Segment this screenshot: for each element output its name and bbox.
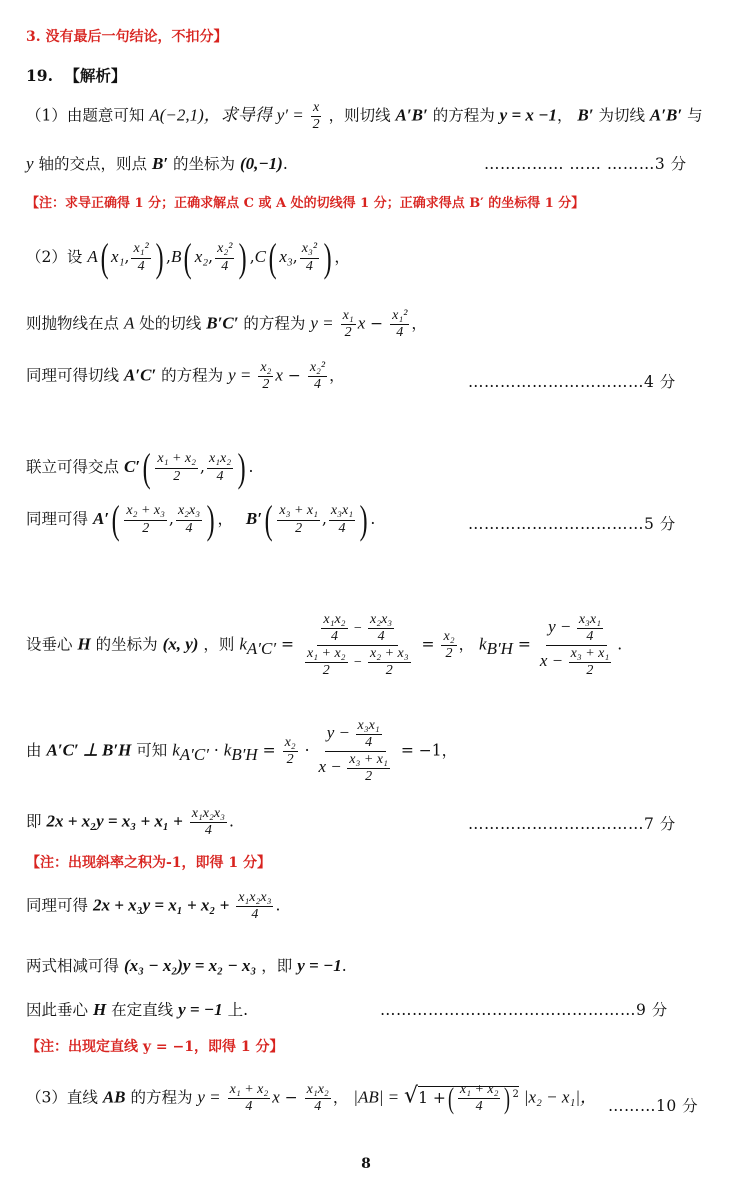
text: 的方程为 xyxy=(243,314,306,333)
equation: y = −1 xyxy=(297,956,342,975)
fraction-x1-2: $\frac{\text{x₁}}{2}$ xyxy=(342,308,354,341)
fraction-x2-2: $\frac{\text{x₂}}{2}$ xyxy=(284,735,296,768)
period: . xyxy=(341,957,347,975)
comma: ， xyxy=(329,366,345,385)
score-9: …………………………………………9 分 xyxy=(380,1001,668,1019)
text: 联立可得交点 xyxy=(26,458,120,476)
abs-diff: |x₂ − x₁|， xyxy=(523,1087,598,1107)
score-5: ……………………………5 分 xyxy=(468,515,676,533)
x2: x₂ xyxy=(194,247,209,266)
text: （2）设 xyxy=(26,248,83,266)
y-var: y xyxy=(26,154,34,173)
text: 同理可得 xyxy=(26,896,89,915)
slope-k: k xyxy=(239,634,247,654)
slope-sub: A′C′ xyxy=(246,638,277,658)
comma: , xyxy=(292,248,298,266)
x: x xyxy=(275,365,283,385)
note-scoring-1: 【注：求导正确得 1 分；正确求解点 C 或 A 处的切线得 1 分；正确求得点 B′ 的坐标得 1 分】 xyxy=(26,196,585,211)
slope-sub: B′H xyxy=(231,744,258,764)
perp-relation: A′C′ ⊥ B′H xyxy=(46,740,132,760)
paren: ( xyxy=(100,235,109,280)
point-bprime: B′ xyxy=(151,154,169,173)
fraction-x2-2: $\frac{\text{x₂}}{2}$ xyxy=(260,360,272,393)
text: （3）直线 xyxy=(26,1088,98,1107)
fraction: $\frac{\text{x₁x₂}}{4}$ xyxy=(306,1082,329,1115)
fraction-x2sq-4: $\frac{\text{x₂²}}{4}$ xyxy=(309,360,326,393)
slope-line xyxy=(26,612,622,679)
sqrt-sign: √ xyxy=(404,1083,419,1109)
point-cprime: C′ xyxy=(123,457,141,476)
coord-h: (x, y) xyxy=(162,634,199,654)
minus: − xyxy=(370,314,384,333)
text: 上. xyxy=(227,1001,248,1019)
comma: ， xyxy=(458,635,475,654)
note-deduction: 3. 没有最后一句结论，不扣分】 xyxy=(26,29,228,45)
period: . xyxy=(370,510,376,528)
paren: ( xyxy=(111,497,120,542)
fraction: $\frac{\text{x₂x₃}}{4}$ xyxy=(177,503,201,536)
text: 轴的交点，则点 xyxy=(38,155,147,173)
fraction-x1sq-4: $\frac{\text{x₁²}}{4}$ xyxy=(133,241,149,274)
text: （1）由题意可知 xyxy=(26,106,145,125)
comma: ， xyxy=(556,106,573,125)
paren: ) xyxy=(206,497,215,542)
fraction: $\frac{\text{x₃x₁}}{4}$ xyxy=(330,503,354,536)
fraction: $\frac{\text{x₁x₂x₃}}{4}$ xyxy=(238,890,272,923)
x: x xyxy=(357,313,366,333)
point-h: H xyxy=(77,634,91,654)
result-line-2 xyxy=(26,890,280,923)
eq: = xyxy=(517,635,531,654)
paren: ) xyxy=(359,497,368,542)
score-7: ……………………………7 分 xyxy=(468,815,676,833)
fraction: $\frac{\text{x₁ + x₂}}{2}$ xyxy=(157,451,197,484)
fraction: $\frac{\text{x₁x₂}}{4}$ xyxy=(208,451,232,484)
comma: , xyxy=(200,458,205,476)
tangent-eq: y = x −1 xyxy=(499,105,557,125)
slope-k: k xyxy=(223,740,232,760)
period: . xyxy=(617,635,623,654)
x1: x₁ xyxy=(111,247,125,266)
paren: ) xyxy=(155,235,164,280)
tangent-ac-line xyxy=(26,360,345,393)
part3-line xyxy=(26,1082,597,1115)
equation: (x₃ − x₂)y = x₂ − x₃ xyxy=(123,956,257,975)
x3: x₃ xyxy=(279,247,293,266)
fraction-x2sq-4: $\frac{\text{x₂²}}{4}$ xyxy=(217,241,233,274)
abs-ab: |AB| = xyxy=(353,1087,400,1107)
slope-k: k xyxy=(172,740,180,760)
comma: ， xyxy=(411,314,427,333)
text: 的坐标为 xyxy=(95,635,158,654)
comma: , xyxy=(124,248,130,266)
x: x xyxy=(272,1087,280,1107)
period: . xyxy=(282,155,288,173)
text: 的方程为 xyxy=(161,366,224,385)
comma: ， xyxy=(217,510,233,528)
equation: 2x + x₃y = x₁ + x₂ + xyxy=(92,895,230,915)
score-4: ……………………………4 分 xyxy=(468,373,676,391)
point-bprime: B′ xyxy=(577,105,594,125)
fraction-x2-2: $\frac{\text{x₂}}{2}$ xyxy=(443,629,455,662)
fraction: $\frac{\text{x₁x₂x₃}}{4}$ xyxy=(191,806,225,839)
eq: = xyxy=(281,635,294,654)
text: 同理可得 xyxy=(26,510,89,528)
text: 在定直线 xyxy=(111,1001,174,1019)
comma: , xyxy=(321,510,327,528)
comma: , xyxy=(208,248,214,266)
label-a: A xyxy=(87,247,98,266)
paren: ( xyxy=(268,235,277,280)
slope-bh-fraction: y − $\frac{\text{x₃x₁}}{4}$ x − $\frac{\text{x₃ + x₁}}{2}$ xyxy=(318,718,388,785)
fraction: $\frac{\text{x₁ + x₂}}{4}$ xyxy=(229,1082,269,1115)
part1-line1 xyxy=(26,100,703,133)
period: . xyxy=(275,896,281,915)
score-3: …………… …… ………3 分 xyxy=(484,155,687,173)
minus: − xyxy=(284,1088,298,1107)
note-scoring-3: 【注：出现定直线 y = −1，即得 1 分】 xyxy=(26,1039,284,1055)
text: 因此垂心 xyxy=(26,1001,89,1019)
text: 可知 xyxy=(136,741,168,760)
paren: ) xyxy=(239,235,248,280)
dot: · xyxy=(213,741,219,760)
sqrt-body: 1 +( $\frac{\text{x₁ + x₂}}{4}$ ) $^2$ xyxy=(418,1081,519,1115)
subtract-line xyxy=(26,954,347,976)
point-h: H xyxy=(92,1000,107,1019)
comma: , xyxy=(166,248,171,266)
y-eq: y = xyxy=(310,313,334,333)
equation: y = −1 xyxy=(178,1000,223,1019)
part1-line2 xyxy=(26,152,288,174)
fraction-x1sq-4: $\frac{\text{x₁²}}{4}$ xyxy=(392,308,408,341)
text: 设垂心 xyxy=(26,635,73,654)
text: 的方程为 xyxy=(130,1088,193,1107)
slope-k: k xyxy=(479,634,487,654)
comma: ， xyxy=(334,248,350,266)
slope-sub: B′H xyxy=(486,638,513,658)
fraction-x-over-2: $\frac{x}{2}$ xyxy=(312,100,320,133)
tangent-bc-line xyxy=(26,308,427,341)
text: 的方程为 xyxy=(432,106,495,125)
point-aprime: A′ xyxy=(92,509,110,528)
coord-b: (0,−1) xyxy=(239,154,283,173)
slope-sub: A′C′ xyxy=(179,744,209,764)
paren: ) xyxy=(237,445,246,490)
comma: , xyxy=(169,510,174,528)
tangent-ac: A′C′ xyxy=(123,365,157,385)
period: . xyxy=(228,812,234,831)
analysis-label: 【解析】 xyxy=(64,66,127,85)
point-a: A(−2,1)，求导得 xyxy=(149,105,272,125)
page-number: 8 xyxy=(361,1156,371,1172)
label-c: C xyxy=(254,247,266,266)
text: 则抛物线在点 xyxy=(26,314,120,333)
text: 处的切线 xyxy=(139,314,202,333)
conclusion-line xyxy=(26,998,248,1020)
fraction: $\frac{\text{x₃ + x₁}}{2}$ xyxy=(279,503,318,536)
label-b: B xyxy=(170,247,182,266)
equation: 2x + x₂y = x₃ + x₁ + xyxy=(46,811,183,831)
paren: ( xyxy=(264,497,273,542)
intersection-c xyxy=(26,445,254,490)
comma: ， xyxy=(332,1088,349,1107)
problem-number: 19. xyxy=(26,66,53,85)
text: 的坐标为 xyxy=(173,155,236,173)
part2-set-points xyxy=(26,235,350,280)
eq: = xyxy=(421,635,435,654)
eq-minus-one: = −1， xyxy=(400,741,458,760)
dot: · xyxy=(304,741,310,760)
period: . xyxy=(248,458,254,476)
text: 与 xyxy=(687,106,703,125)
derivative-lhs: y′ = xyxy=(276,105,304,125)
fraction-x3sq-4: $\frac{\text{x₃²}}{4}$ xyxy=(301,241,318,274)
text: ，则 xyxy=(203,635,235,654)
text: 即 xyxy=(26,812,42,831)
intersections-ab xyxy=(26,497,376,542)
point-bprime: B′ xyxy=(245,509,263,528)
problem-heading xyxy=(26,64,126,86)
slope-ac-fraction: $\frac{\text{x₁x₂}}{4}$ − $\frac{\text{x₂x₃}}{4}$ $\frac{\text{x₁ + x₂}}{2}$ − $\frac{\text{x₂ + x₃}}{2}$ xyxy=(306,612,409,679)
score-10: ………10 分 xyxy=(608,1097,699,1115)
eq: = xyxy=(262,741,276,760)
fraction: $\frac{\text{x₂ + x₃}}{2}$ xyxy=(126,503,166,536)
text: 两式相减可得 xyxy=(26,957,120,975)
text: ，则切线 xyxy=(328,106,391,125)
text: 同理可得切线 xyxy=(26,366,120,385)
note-scoring-2: 【注：出现斜率之积为-1，即得 1 分】 xyxy=(26,855,272,871)
y-eq: y = xyxy=(228,365,252,385)
tangent-ab: A′B′ xyxy=(395,105,428,125)
paren: ) xyxy=(323,235,332,280)
result-line-1 xyxy=(26,806,234,839)
text: 由 xyxy=(26,741,42,760)
text: ，即 xyxy=(261,957,293,975)
comma: , xyxy=(249,248,255,266)
minus: − xyxy=(287,366,301,385)
text: 为切线 xyxy=(598,106,645,125)
line-ab: AB xyxy=(102,1087,126,1107)
tangent-bc: B′C′ xyxy=(206,313,239,333)
y-eq: y = xyxy=(197,1087,221,1107)
perpendicular-line xyxy=(26,718,457,785)
paren: ( xyxy=(142,445,151,490)
point-a: A xyxy=(123,313,135,333)
slope-bh-fraction: y − $\frac{\text{x₃x₁}}{4}$ x − $\frac{\text{x₃ + x₁}}{2}$ xyxy=(539,612,610,679)
tangent-ab-2: A′B′ xyxy=(649,105,683,125)
paren: ( xyxy=(184,235,193,280)
